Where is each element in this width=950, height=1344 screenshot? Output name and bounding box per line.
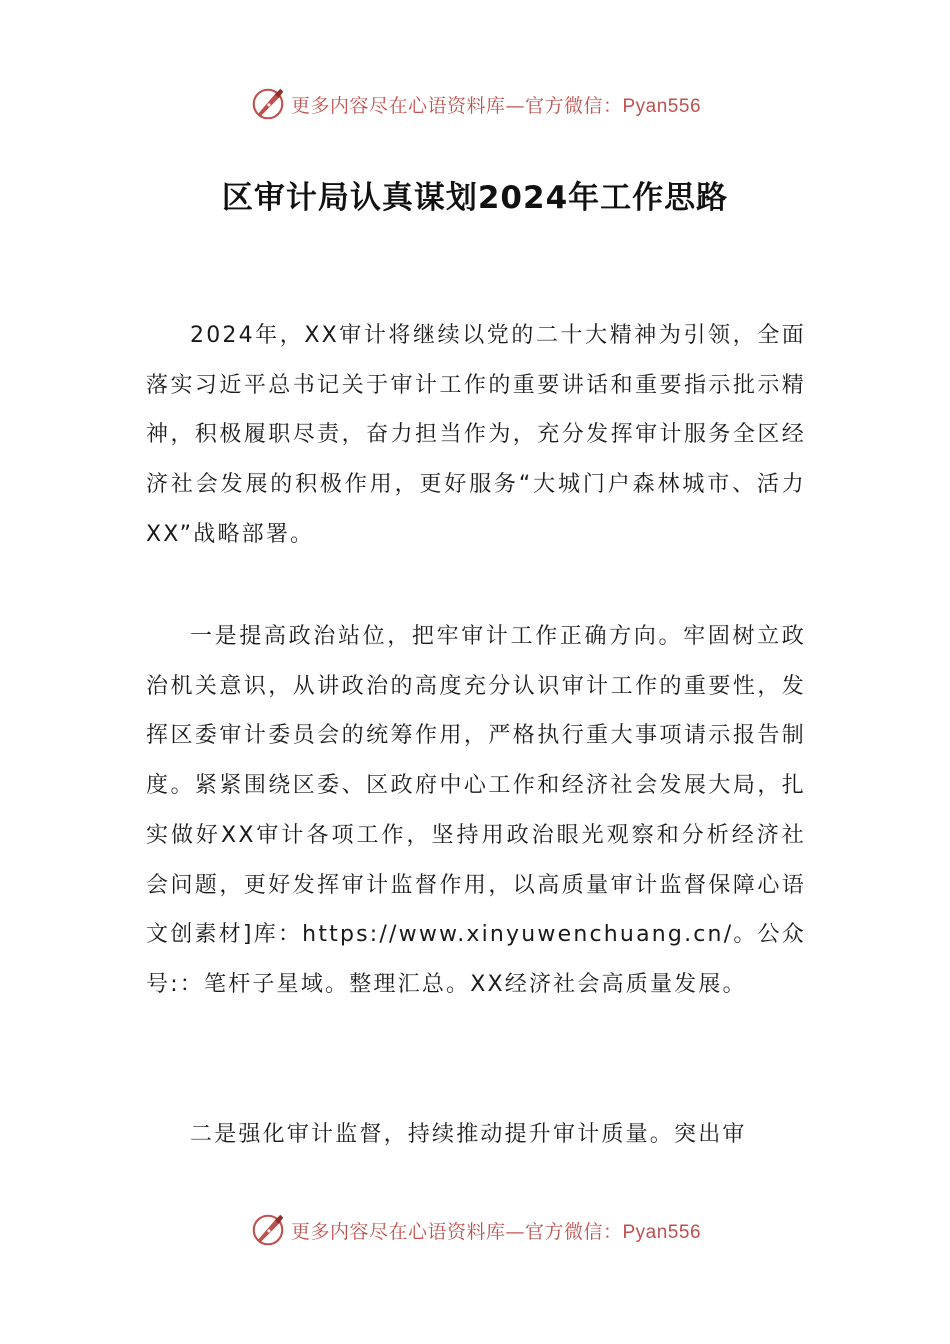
- header-wechat-id: Pyan556: [622, 95, 702, 117]
- footer-banner-text: [291, 1217, 701, 1244]
- paragraph-intro: 2024年，XX审计将继续以党的二十大精神为引领，全面落实习近平总书记关于审计工作的重要讲话和重要指示批示精神，积极履职尽责，奋力担当作为，充分发挥审计服务全区经济社会发展的积极作用，更好服务“大城门户森林城市、活力XX”战略部署。: [146, 323, 806, 547]
- header-banner: [0, 82, 950, 126]
- document-title: 区审计局认真谋划2024年工作思路: [221, 180, 729, 216]
- pen-nib-logo-icon: [249, 85, 287, 123]
- footer-wechat-id: Pyan556: [622, 1221, 702, 1243]
- paragraph-political-stance: 一是提高政治站位，把牢审计工作正确方向。牢固树立政治机关意识，从讲政治的高度充分认识审计工作的重要性，发挥区委审计委员会的统筹作用，严格执行重大事项请示报告制度。紧紧围绕区委、区政府中心工作和经济社会发展大局，扎实做好XX审计各项工作，坚持用政治眼光观察和分析经济社会问题，更好发挥审计监督作用，以高质量审计监督保障心语文创素材]库：https://www.xinyuwenchuang.cn/。公众号:：笔杆子星域。整理汇总。XX经济社会高质量发展。: [146, 624, 806, 997]
- footer-banner-label: 更多内容尽在心语资料库—官方微信：: [290, 1220, 623, 1243]
- header-banner-label: 更多内容尽在心语资料库—官方微信：: [290, 94, 623, 117]
- pen-nib-logo-icon: [249, 1211, 287, 1249]
- paragraph-audit-supervision: 二是强化审计监督，持续推动提升审计质量。突出审: [190, 1122, 747, 1147]
- footer-banner: [0, 1208, 950, 1252]
- header-banner-text: [291, 91, 701, 118]
